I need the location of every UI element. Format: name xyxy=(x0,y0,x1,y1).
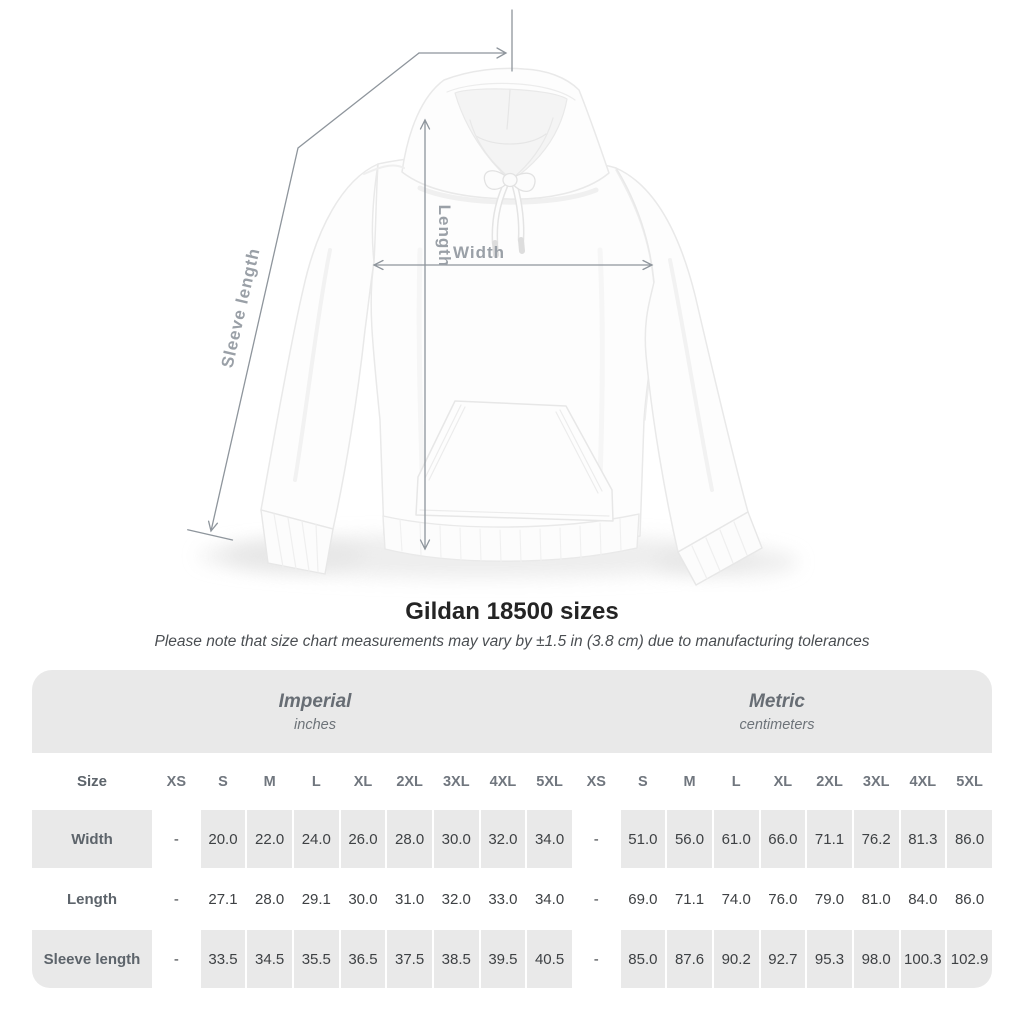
value-cell: 95.3 xyxy=(807,930,852,988)
value-cell: 86.0 xyxy=(947,870,992,928)
value-cell: 36.5 xyxy=(341,930,386,988)
size-header-cell: 5XL xyxy=(527,755,572,808)
value-cell: 28.0 xyxy=(247,870,292,928)
value-cell: 90.2 xyxy=(714,930,759,988)
value-cell: 40.5 xyxy=(527,930,572,988)
size-header-cell: XS xyxy=(574,755,619,808)
value-cell: 39.5 xyxy=(481,930,526,988)
value-cell: 26.0 xyxy=(341,810,386,868)
value-cell: 61.0 xyxy=(714,810,759,868)
value-cell: 24.0 xyxy=(294,810,339,868)
left-sleeve xyxy=(261,164,378,529)
value-cell: - xyxy=(154,810,199,868)
row-label: Length xyxy=(32,870,152,928)
value-cell: 31.0 xyxy=(387,870,432,928)
width-label: Width xyxy=(452,243,506,262)
value-cell: 66.0 xyxy=(761,810,806,868)
metric-group-header xyxy=(740,691,815,733)
value-cell: 51.0 xyxy=(621,810,666,868)
value-cell: 84.0 xyxy=(901,870,946,928)
imperial-unit: inches xyxy=(294,716,336,733)
hoodie-product-image xyxy=(261,68,762,585)
value-cell: 81.0 xyxy=(854,870,899,928)
value-cell: 28.0 xyxy=(387,810,432,868)
value-cell: 29.1 xyxy=(294,870,339,928)
value-cell: 22.0 xyxy=(247,810,292,868)
size-header-row xyxy=(32,755,992,808)
metric-unit: centimeters xyxy=(739,716,815,733)
value-cell: - xyxy=(574,930,619,988)
value-cell: 32.0 xyxy=(434,870,479,928)
value-cell: 86.0 xyxy=(947,810,992,868)
value-cell: 33.0 xyxy=(481,870,526,928)
size-header-cell: XS xyxy=(154,755,199,808)
value-cell: 27.1 xyxy=(201,870,246,928)
value-cell: 32.0 xyxy=(481,810,526,868)
size-header-cell: 3XL xyxy=(854,755,899,808)
unit-band-row xyxy=(32,670,992,753)
value-cell: 56.0 xyxy=(667,810,712,868)
sleeve-length-label: Sleeve length xyxy=(217,245,264,370)
size-header-cell: 2XL xyxy=(807,755,852,808)
value-cell: 79.0 xyxy=(807,870,852,928)
value-cell: 74.0 xyxy=(714,870,759,928)
size-header-cell: 4XL xyxy=(901,755,946,808)
size-header-cell: S xyxy=(621,755,666,808)
value-cell: 92.7 xyxy=(761,930,806,988)
value-cell: 76.0 xyxy=(761,870,806,928)
length-label: Length xyxy=(435,204,454,268)
value-cell: 87.6 xyxy=(667,930,712,988)
value-cell: - xyxy=(154,930,199,988)
imperial-group-header xyxy=(279,691,352,733)
size-header-cell: M xyxy=(667,755,712,808)
size-header-cell: M xyxy=(247,755,292,808)
value-cell: 85.0 xyxy=(621,930,666,988)
value-cell: 34.5 xyxy=(247,930,292,988)
value-cell: - xyxy=(574,810,619,868)
row-label: Width xyxy=(32,810,152,868)
value-cell: 98.0 xyxy=(854,930,899,988)
value-cell: 71.1 xyxy=(807,810,852,868)
size-header-cell: 5XL xyxy=(947,755,992,808)
value-cell: 69.0 xyxy=(621,870,666,928)
size-header-cell: L xyxy=(714,755,759,808)
value-cell: 38.5 xyxy=(434,930,479,988)
value-cell: 30.0 xyxy=(341,870,386,928)
row-label: Sleeve length xyxy=(32,930,152,988)
tolerance-note: Please note that size chart measurements may vary by ±1.5 in (3.8 cm) due to manufacturing tolerances xyxy=(154,633,870,650)
value-cell: 34.0 xyxy=(527,810,572,868)
value-cell: 76.2 xyxy=(854,810,899,868)
metric-label: Metric xyxy=(749,690,805,712)
value-cell: 30.0 xyxy=(434,810,479,868)
unit-band xyxy=(32,670,992,753)
size-header-cell: 2XL xyxy=(387,755,432,808)
value-cell: 100.3 xyxy=(901,930,946,988)
size-header-cell: 3XL xyxy=(434,755,479,808)
table-row xyxy=(32,870,992,928)
value-cell: 20.0 xyxy=(201,810,246,868)
value-cell: 35.5 xyxy=(294,930,339,988)
size-header-cell: 4XL xyxy=(481,755,526,808)
value-cell: 71.1 xyxy=(667,870,712,928)
table-row xyxy=(32,810,992,868)
value-cell: - xyxy=(154,870,199,928)
size-chart-table xyxy=(30,668,994,990)
page-title: Gildan 18500 sizes xyxy=(405,598,619,625)
size-header-cell: L xyxy=(294,755,339,808)
value-cell: 33.5 xyxy=(201,930,246,988)
value-cell: 81.3 xyxy=(901,810,946,868)
value-cell: 102.9 xyxy=(947,930,992,988)
table-row xyxy=(32,930,992,988)
size-header-cell: S xyxy=(201,755,246,808)
value-cell: - xyxy=(574,870,619,928)
size-header-cell: XL xyxy=(341,755,386,808)
value-cell: 37.5 xyxy=(387,930,432,988)
size-column-header: Size xyxy=(32,755,152,808)
size-header-cell: XL xyxy=(761,755,806,808)
imperial-label: Imperial xyxy=(278,690,352,712)
value-cell: 34.0 xyxy=(527,870,572,928)
table-body xyxy=(32,810,992,988)
